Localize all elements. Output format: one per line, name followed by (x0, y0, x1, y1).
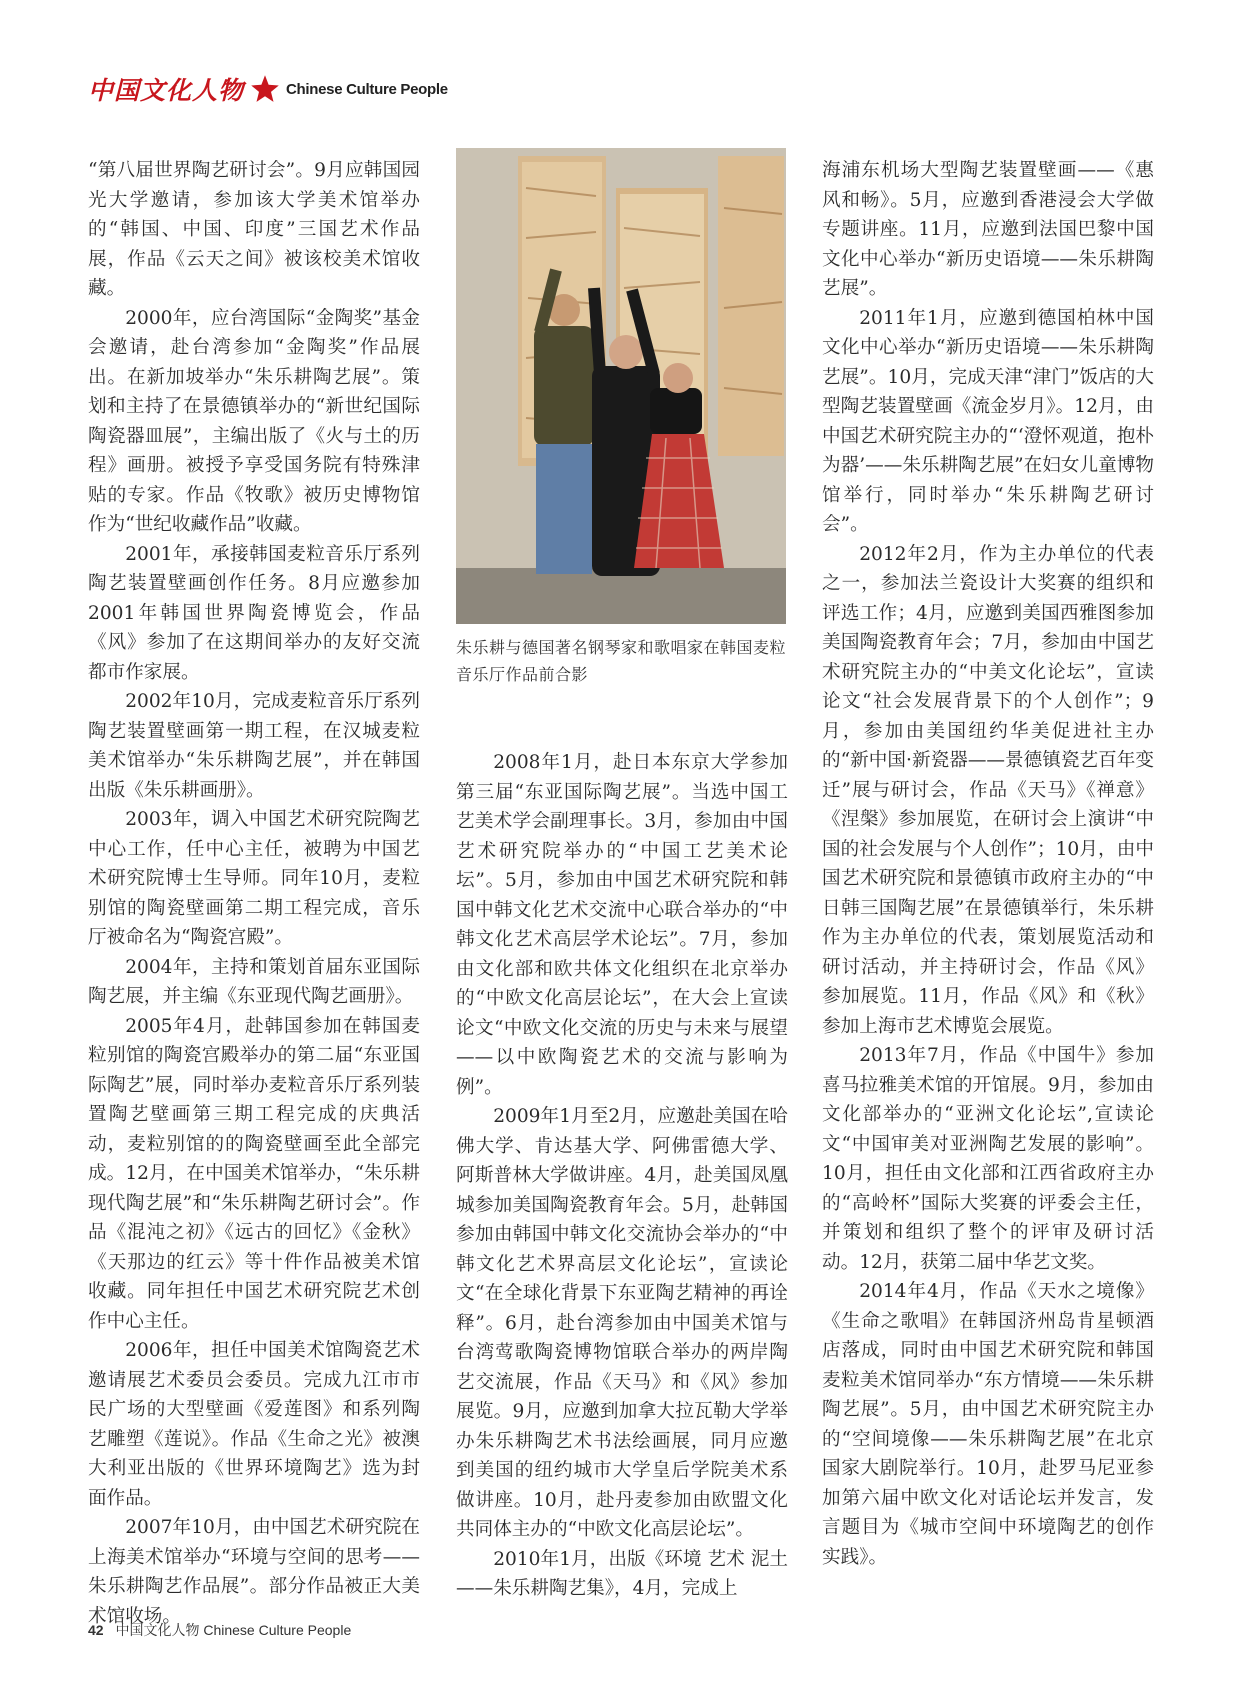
paragraph: 2011年1月，应邀到德国柏林中国文化中心举办“新历史语境——朱乐耕陶艺展”。10月，完成天津“津门”饭店的大型陶艺装置壁画《流金岁月》。12月，由中国艺术研究院主办的“‘澄怀观道，抱朴为器’——朱乐耕陶艺展”在妇女儿童博物馆举行，同时举办“朱乐耕陶艺研讨会”。 (822, 307, 1154, 535)
paragraph: 2000年，应台湾国际“金陶奖”基金会邀请，赴台湾参加“金陶奖”作品展出。在新加坡举办“朱乐耕陶艺展”。策划和主持了在景德镇举办的“新世纪国际陶瓷器皿展”，主编出版了《火与土的历程》画册。被授予享受国务院有特殊津贴的专家。作品《牧歌》被历史博物馆作为“世纪收藏作品”收藏。 (88, 307, 420, 535)
page-number: 42 (88, 1622, 104, 1638)
text-column-left (88, 156, 420, 1631)
footer-label: 中国文化人物 Chinese Culture People (115, 1622, 352, 1638)
paragraph: 2009年1月至2月，应邀赴美国在哈佛大学、肯达基大学、阿佛雷德大学、阿斯普林大学做讲座。4月，赴美国凤凰城参加美国陶瓷教育年会。5月，赴韩国参加由韩国中韩文化交流协会举办的“中韩文化艺术界高层文化论坛”，宣读论文“在全球化背景下东亚陶艺精神的再诠释”。6月，赴台湾参加由中国美术馆与台湾莺歌陶瓷博物馆联合举办的两岸陶艺交流展，作品《天马》和《风》参加展览。9月，应邀到加拿大拉瓦勒大学举办朱乐耕陶艺术书法绘画展，同月应邀到美国的纽约城市大学皇后学院美术系做讲座。10月，赴丹麦参加由欧盟文化共同体主办的“中欧文化高层论坛”。 (456, 1106, 788, 1540)
magazine-header (88, 72, 448, 106)
page-footer (88, 1620, 351, 1640)
paragraph: “第八届世界陶艺研讨会”。9月应韩国园光大学邀请，参加该大学美术馆举办的“韩国、中国、印度”三国艺术作品展，作品《云天之间》被该校美术馆收藏。 (88, 160, 420, 299)
photo-illustration (456, 148, 786, 624)
text-column-middle (456, 748, 788, 1604)
brand-title-en: Chinese Culture People (286, 80, 448, 98)
paragraph: 2012年2月，作为主办单位的代表之一，参加法兰瓷设计大奖赛的组织和评选工作；4月，应邀到美国西雅图参加美国陶瓷教育年会；7月，参加由中国艺术研究院主办的“中美文化论坛”，宣读论文“社会发展背景下的个人创作”；9月，参加由美国纽约华美促进社主办的“新中国·新瓷器——景德镇瓷艺百年变迁”展与研讨会，作品《天马》《禅意》《涅槃》参加展览，在研讨会上演讲“中国的社会发展与个人创作”；10月，由中国艺术研究院和景德镇市政府主办的“中日韩三国陶艺展”在景德镇举行，朱乐耕作为主办单位的代表，策划展览活动和研讨活动，并主持研讨会，作品《风》参加展览。11月，作品《风》和《秋》参加上海市艺术博览会展览。 (822, 543, 1154, 1037)
text-column-right (822, 156, 1154, 1572)
paragraph: 2007年10月，由中国艺术研究院在上海美术馆举办“环境与空间的思考——朱乐耕陶艺作品展”。部分作品被正大美术馆收场。 (88, 1517, 420, 1627)
paragraph: 2004年，主持和策划首届东亚国际陶艺展，并主编《东亚现代陶艺画册》。 (88, 956, 420, 1007)
paragraph: 海浦东机场大型陶艺装置壁画——《惠风和畅》。5月，应邀到香港浸会大学做专题讲座。11月，应邀到法国巴黎中国文化中心举办“新历史语境——朱乐耕陶艺展”。 (822, 160, 1154, 299)
paragraph: 2002年10月，完成麦粒音乐厅系列陶艺装置壁画第一期工程，在汉城麦粒美术馆举办“朱乐耕陶艺展”，并在韩国出版《朱乐耕画册》。 (88, 691, 420, 801)
paragraph: 2010年1月，出版《环境 艺术 泥土——朱乐耕陶艺集》，4月，完成上 (456, 1548, 788, 1599)
photo (456, 148, 786, 624)
paragraph: 2013年7月，作品《中国牛》参加喜马拉雅美术馆的开馆展。9月，参加由文化部举办的“亚洲文化论坛”,宣读论文“中国审美对亚洲陶艺发展的影响”。10月，担任由文化部和江西省政府主办的“高岭杯”国际大奖赛的评委会主任，并策划和组织了整个的评审及研讨活动。12月，获第二届中华艺文奖。 (822, 1045, 1154, 1273)
paragraph: 2006年，担任中国美术馆陶瓷艺术邀请展艺术委员会委员。完成九江市市民广场的大型壁画《爱莲图》和系列陶艺雕塑《莲说》。作品《生命之光》被澳大利亚出版的《世界环境陶艺》选为封面作品。 (88, 1340, 420, 1509)
brand-title-cn: 中国文化人物 (88, 76, 245, 105)
paragraph: 2003年，调入中国艺术研究院陶艺中心工作，任中心主任，被聘为中国艺术研究院博士生导师。同年10月，麦粒别馆的陶瓷壁画第二期工程完成，音乐厅被命名为“陶瓷宫殿”。 (88, 809, 420, 948)
paragraph: 2005年4月，赴韩国参加在韩国麦粒别馆的陶瓷宫殿举办的第二届“东亚国际陶艺”展，同时举办麦粒音乐厅系列装置陶艺壁画第三期工程完成的庆典活动，麦粒别馆的的陶瓷壁画至此全部完成。12月，在中国美术馆举办，“朱乐耕现代陶艺展”和“朱乐耕陶艺研讨会”。作品《混沌之初》《远古的回忆》《金秋》《天那边的红云》等十件作品被美术馆收藏。同年担任中国艺术研究院艺术创作中心主任。 (88, 1015, 420, 1332)
paragraph: 2014年4月，作品《天水之境像》《生命之歌唱》在韩国济州岛肯星顿酒店落成，同时由中国艺术研究院和韩国麦粒美术馆同举办“东方情境——朱乐耕陶艺展”。5月，由中国艺术研究院主办的“空间境像——朱乐耕陶艺展”在北京国家大剧院举行。10月，赴罗马尼亚参加第六届中欧文化对话论坛并发言，发言题目为《城市空间中环境陶艺的创作实践》。 (822, 1281, 1154, 1568)
paragraph: 2001年，承接韩国麦粒音乐厅系列陶艺装置壁画创作任务。8月应邀参加2001年韩国世界陶瓷博览会，作品《风》参加了在这期间举办的友好交流都市作家展。 (88, 543, 420, 683)
photo-caption: 朱乐耕与德国著名钢琴家和歌唱家在韩国麦粒音乐厅作品前合影 (456, 638, 787, 684)
paragraph: 2008年1月，赴日本东京大学参加第三届“东亚国际陶艺展”。当选中国工艺美术学会副理事长。3月，参加由中国艺术研究院举办的“中国工艺美术论坛”。5月，参加由中国艺术研究院和韩国中韩文化艺术交流中心联合举办的“中韩文化艺术高层学术论坛”。7月，参加由文化部和欧共体文化组织在北京举办的“中欧文化高层论坛”，在大会上宣读论文“中欧文化交流的历史与未来与展望——以中欧陶瓷艺术的交流与影响为例”。 (456, 752, 788, 1098)
star-icon (250, 74, 280, 104)
